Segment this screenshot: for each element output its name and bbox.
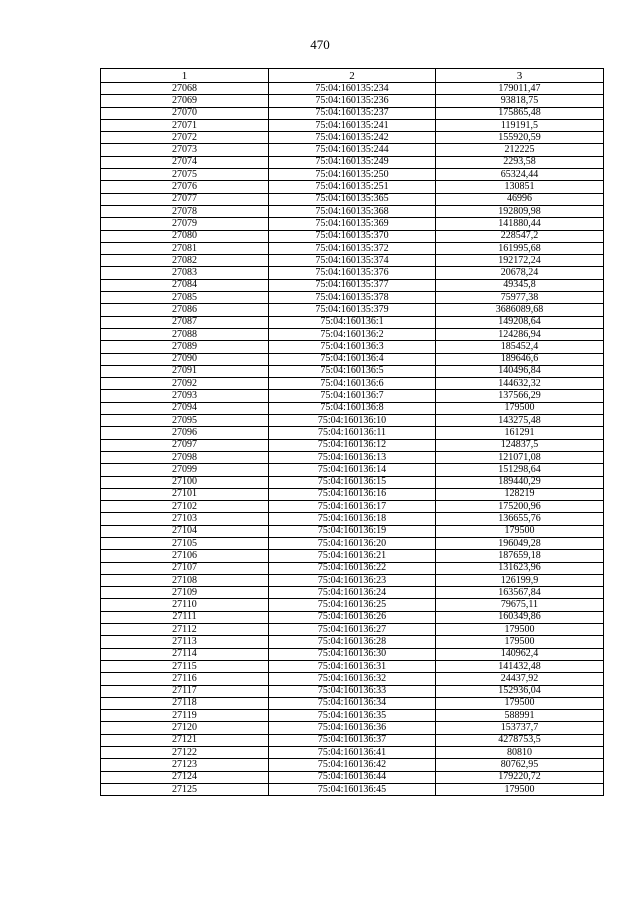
row-number-cell: 27092 (101, 378, 269, 390)
row-number-cell: 27078 (101, 205, 269, 217)
row-number-cell: 27089 (101, 341, 269, 353)
table-row (101, 156, 604, 168)
row-number-cell: 27077 (101, 193, 269, 205)
value-cell: 179220,72 (436, 771, 604, 783)
cadastral-number-cell: 75:04:160136:24 (269, 587, 436, 599)
table-row (101, 267, 604, 279)
row-number-cell: 27068 (101, 83, 269, 95)
cadastral-number-cell: 75:04:160135:378 (269, 292, 436, 304)
row-number-cell: 27101 (101, 488, 269, 500)
table-row (101, 636, 604, 648)
cadastral-number-cell: 75:04:160135:241 (269, 119, 436, 131)
row-number-cell: 27069 (101, 95, 269, 107)
value-cell: 2293,58 (436, 156, 604, 168)
value-cell: 140962,4 (436, 648, 604, 660)
value-cell: 196049,28 (436, 537, 604, 549)
cadastral-number-cell: 75:04:160136:45 (269, 783, 436, 795)
value-cell: 151298,64 (436, 464, 604, 476)
row-number-cell: 27087 (101, 316, 269, 328)
value-cell: 163567,84 (436, 587, 604, 599)
table-row (101, 304, 604, 316)
cadastral-number-cell: 75:04:160135:372 (269, 242, 436, 254)
cadastral-number-cell: 75:04:160136:31 (269, 660, 436, 672)
value-cell: 93818,75 (436, 95, 604, 107)
table-row (101, 624, 604, 636)
table-row (101, 169, 604, 181)
table-row (101, 402, 604, 414)
table-row (101, 697, 604, 709)
value-cell: 20678,24 (436, 267, 604, 279)
value-cell: 149208,64 (436, 316, 604, 328)
row-number-cell: 27095 (101, 415, 269, 427)
cadastral-number-cell: 75:04:160136:25 (269, 599, 436, 611)
value-cell: 588991 (436, 710, 604, 722)
cadastral-number-cell: 75:04:160136:12 (269, 439, 436, 451)
cadastral-number-cell: 75:04:160136:11 (269, 427, 436, 439)
cadastral-number-cell: 75:04:160136:32 (269, 673, 436, 685)
cadastral-number-cell: 75:04:160136:36 (269, 722, 436, 734)
column-header-1: 1 (101, 69, 269, 83)
row-number-cell: 27074 (101, 156, 269, 168)
table-row (101, 574, 604, 586)
table-row (101, 132, 604, 144)
cadastral-number-cell: 75:04:160136:17 (269, 501, 436, 513)
cadastral-number-cell: 75:04:160136:10 (269, 415, 436, 427)
table-row (101, 648, 604, 660)
row-number-cell: 27111 (101, 611, 269, 623)
table-row (101, 685, 604, 697)
table-row (101, 390, 604, 402)
row-number-cell: 27118 (101, 697, 269, 709)
value-cell: 136655,76 (436, 513, 604, 525)
cadastral-number-cell: 75:04:160136:22 (269, 562, 436, 574)
row-number-cell: 27073 (101, 144, 269, 156)
cadastral-number-cell: 75:04:160135:376 (269, 267, 436, 279)
row-number-cell: 27106 (101, 550, 269, 562)
cadastral-number-cell: 75:04:160136:28 (269, 636, 436, 648)
value-cell: 124286,94 (436, 328, 604, 340)
value-cell: 212225 (436, 144, 604, 156)
value-cell: 24437,92 (436, 673, 604, 685)
cadastral-number-cell: 75:04:160135:244 (269, 144, 436, 156)
value-cell: 179500 (436, 783, 604, 795)
value-cell: 161291 (436, 427, 604, 439)
cadastral-number-cell: 75:04:160135:242 (269, 132, 436, 144)
table-row (101, 292, 604, 304)
page-number: 470 (310, 37, 330, 52)
table-body (101, 83, 604, 796)
cadastral-number-cell: 75:04:160135:251 (269, 181, 436, 193)
row-number-cell: 27122 (101, 747, 269, 759)
value-cell: 49345,8 (436, 279, 604, 291)
cadastral-number-cell: 75:04:160136:6 (269, 378, 436, 390)
row-number-cell: 27091 (101, 365, 269, 377)
row-number-cell: 27103 (101, 513, 269, 525)
value-cell: 46996 (436, 193, 604, 205)
table-row (101, 525, 604, 537)
row-number-cell: 27113 (101, 636, 269, 648)
cadastral-number-cell: 75:04:160135:365 (269, 193, 436, 205)
table-row (101, 341, 604, 353)
value-cell: 140496,84 (436, 365, 604, 377)
value-cell: 141432,48 (436, 660, 604, 672)
value-cell: 175865,48 (436, 107, 604, 119)
value-cell: 128219 (436, 488, 604, 500)
row-number-cell: 27072 (101, 132, 269, 144)
value-cell: 121071,08 (436, 451, 604, 463)
cadastral-number-cell: 75:04:160135:368 (269, 205, 436, 217)
table-row (101, 783, 604, 795)
table-row (101, 255, 604, 267)
value-cell: 160349,86 (436, 611, 604, 623)
cadastral-number-cell: 75:04:160135:237 (269, 107, 436, 119)
cadastral-number-cell: 75:04:160135:236 (269, 95, 436, 107)
table-row (101, 734, 604, 746)
value-cell: 179500 (436, 402, 604, 414)
table-row (101, 119, 604, 131)
row-number-cell: 27117 (101, 685, 269, 697)
table-row (101, 181, 604, 193)
row-number-cell: 27123 (101, 759, 269, 771)
value-cell: 80762,95 (436, 759, 604, 771)
table-row (101, 673, 604, 685)
table-row (101, 95, 604, 107)
table-row (101, 353, 604, 365)
cadastral-number-cell: 75:04:160136:27 (269, 624, 436, 636)
table-row (101, 316, 604, 328)
row-number-cell: 27120 (101, 722, 269, 734)
cadastral-number-cell: 75:04:160136:4 (269, 353, 436, 365)
table-row (101, 205, 604, 217)
table-row (101, 771, 604, 783)
row-number-cell: 27100 (101, 476, 269, 488)
cadastral-number-cell: 75:04:160136:19 (269, 525, 436, 537)
value-cell: 192809,98 (436, 205, 604, 217)
table-row (101, 144, 604, 156)
value-cell: 153737,7 (436, 722, 604, 734)
cadastral-number-cell: 75:04:160136:8 (269, 402, 436, 414)
row-number-cell: 27070 (101, 107, 269, 119)
table-row (101, 710, 604, 722)
cadastral-number-cell: 75:04:160136:41 (269, 747, 436, 759)
table-row (101, 83, 604, 95)
table-row (101, 722, 604, 734)
row-number-cell: 27083 (101, 267, 269, 279)
value-cell: 179011,47 (436, 83, 604, 95)
cadastral-number-cell: 75:04:160136:5 (269, 365, 436, 377)
table-row (101, 513, 604, 525)
cadastral-number-cell: 75:04:160136:34 (269, 697, 436, 709)
table-row (101, 378, 604, 390)
value-cell: 137566,29 (436, 390, 604, 402)
cadastral-number-cell: 75:04:160136:3 (269, 341, 436, 353)
table-row (101, 476, 604, 488)
value-cell: 185452,4 (436, 341, 604, 353)
value-cell: 65324,44 (436, 169, 604, 181)
cadastral-number-cell: 75:04:160135:249 (269, 156, 436, 168)
table-row (101, 328, 604, 340)
cadastral-number-cell: 75:04:160135:369 (269, 218, 436, 230)
table-row (101, 550, 604, 562)
row-number-cell: 27079 (101, 218, 269, 230)
table-row (101, 611, 604, 623)
cadastral-number-cell: 75:04:160136:33 (269, 685, 436, 697)
row-number-cell: 27080 (101, 230, 269, 242)
value-cell: 143275,48 (436, 415, 604, 427)
cadastral-number-cell: 75:04:160136:1 (269, 316, 436, 328)
table-row (101, 230, 604, 242)
row-number-cell: 27105 (101, 537, 269, 549)
cadastral-number-cell: 75:04:160136:23 (269, 574, 436, 586)
cadastral-number-cell: 75:04:160136:30 (269, 648, 436, 660)
row-number-cell: 27125 (101, 783, 269, 795)
cadastral-number-cell: 75:04:160136:18 (269, 513, 436, 525)
row-number-cell: 27094 (101, 402, 269, 414)
row-number-cell: 27090 (101, 353, 269, 365)
cadastral-number-cell: 75:04:160136:2 (269, 328, 436, 340)
row-number-cell: 27084 (101, 279, 269, 291)
cadastral-number-cell: 75:04:160136:44 (269, 771, 436, 783)
row-number-cell: 27110 (101, 599, 269, 611)
cadastral-number-cell: 75:04:160136:37 (269, 734, 436, 746)
table-row (101, 599, 604, 611)
row-number-cell: 27124 (101, 771, 269, 783)
cadastral-number-cell: 75:04:160135:377 (269, 279, 436, 291)
row-number-cell: 27098 (101, 451, 269, 463)
column-header-2: 2 (269, 69, 436, 83)
row-number-cell: 27075 (101, 169, 269, 181)
value-cell: 75977,38 (436, 292, 604, 304)
value-cell: 192172,24 (436, 255, 604, 267)
data-table (100, 68, 604, 796)
value-cell: 130851 (436, 181, 604, 193)
row-number-cell: 27096 (101, 427, 269, 439)
row-number-cell: 27071 (101, 119, 269, 131)
value-cell: 189440,29 (436, 476, 604, 488)
row-number-cell: 27093 (101, 390, 269, 402)
value-cell: 141880,44 (436, 218, 604, 230)
row-number-cell: 27114 (101, 648, 269, 660)
value-cell: 155920,59 (436, 132, 604, 144)
row-number-cell: 27119 (101, 710, 269, 722)
value-cell: 126199,9 (436, 574, 604, 586)
value-cell: 179500 (436, 636, 604, 648)
table-row (101, 279, 604, 291)
value-cell: 144632,32 (436, 378, 604, 390)
table-row (101, 365, 604, 377)
table-row (101, 660, 604, 672)
cadastral-number-cell: 75:04:160136:13 (269, 451, 436, 463)
column-header-3: 3 (436, 69, 604, 83)
row-number-cell: 27107 (101, 562, 269, 574)
row-number-cell: 27115 (101, 660, 269, 672)
value-cell: 152936,04 (436, 685, 604, 697)
row-number-cell: 27081 (101, 242, 269, 254)
row-number-cell: 27097 (101, 439, 269, 451)
cadastral-number-cell: 75:04:160136:20 (269, 537, 436, 549)
value-cell: 131623,96 (436, 562, 604, 574)
table-row (101, 415, 604, 427)
table-row (101, 427, 604, 439)
row-number-cell: 27109 (101, 587, 269, 599)
cadastral-number-cell: 75:04:160136:16 (269, 488, 436, 500)
cadastral-number-cell: 75:04:160136:26 (269, 611, 436, 623)
table-row (101, 747, 604, 759)
value-cell: 124837,5 (436, 439, 604, 451)
table-row (101, 587, 604, 599)
row-number-cell: 27082 (101, 255, 269, 267)
value-cell: 187659,18 (436, 550, 604, 562)
row-number-cell: 27104 (101, 525, 269, 537)
table-row (101, 537, 604, 549)
table-row (101, 242, 604, 254)
table-row (101, 451, 604, 463)
value-cell: 179500 (436, 697, 604, 709)
cadastral-number-cell: 75:04:160135:370 (269, 230, 436, 242)
row-number-cell: 27085 (101, 292, 269, 304)
cadastral-number-cell: 75:04:160136:15 (269, 476, 436, 488)
cadastral-number-cell: 75:04:160136:21 (269, 550, 436, 562)
cadastral-number-cell: 75:04:160135:250 (269, 169, 436, 181)
cadastral-number-cell: 75:04:160135:379 (269, 304, 436, 316)
value-cell: 179500 (436, 525, 604, 537)
row-number-cell: 27088 (101, 328, 269, 340)
value-cell: 79675,11 (436, 599, 604, 611)
cadastral-number-cell: 75:04:160136:35 (269, 710, 436, 722)
table-row (101, 562, 604, 574)
table-row (101, 218, 604, 230)
table-row (101, 107, 604, 119)
value-cell: 179500 (436, 624, 604, 636)
table-row (101, 759, 604, 771)
cadastral-number-cell: 75:04:160135:234 (269, 83, 436, 95)
value-cell: 119191,5 (436, 119, 604, 131)
row-number-cell: 27086 (101, 304, 269, 316)
value-cell: 3686089,68 (436, 304, 604, 316)
table-row (101, 464, 604, 476)
row-number-cell: 27108 (101, 574, 269, 586)
value-cell: 175200,96 (436, 501, 604, 513)
table-header-row (101, 69, 604, 83)
table-row (101, 439, 604, 451)
cadastral-number-cell: 75:04:160136:14 (269, 464, 436, 476)
table-row (101, 193, 604, 205)
value-cell: 161995,68 (436, 242, 604, 254)
value-cell: 228547,2 (436, 230, 604, 242)
table-row (101, 501, 604, 513)
row-number-cell: 27099 (101, 464, 269, 476)
row-number-cell: 27121 (101, 734, 269, 746)
row-number-cell: 27076 (101, 181, 269, 193)
cadastral-number-cell: 75:04:160136:42 (269, 759, 436, 771)
value-cell: 189646,6 (436, 353, 604, 365)
value-cell: 4278753,5 (436, 734, 604, 746)
cadastral-number-cell: 75:04:160136:7 (269, 390, 436, 402)
row-number-cell: 27102 (101, 501, 269, 513)
row-number-cell: 27116 (101, 673, 269, 685)
value-cell: 80810 (436, 747, 604, 759)
table-row (101, 488, 604, 500)
row-number-cell: 27112 (101, 624, 269, 636)
cadastral-number-cell: 75:04:160135:374 (269, 255, 436, 267)
